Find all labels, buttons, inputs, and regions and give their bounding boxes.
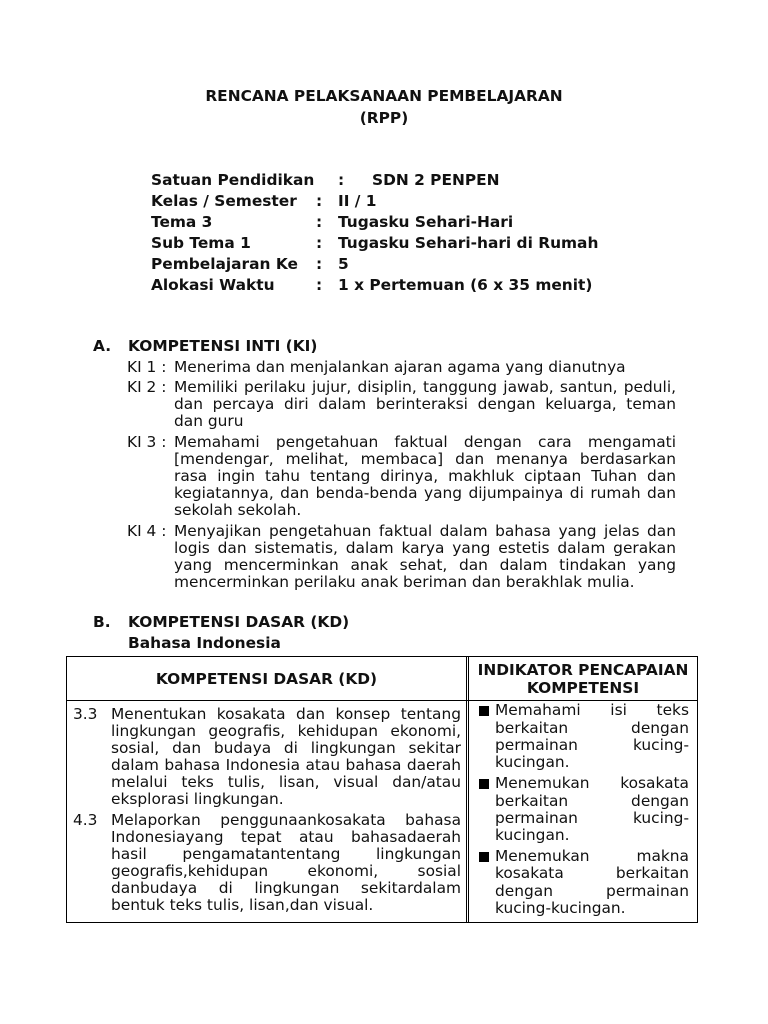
header-kompetensi-dasar [67, 657, 466, 700]
text-line: Memiliki perilaku jujur, disiplin, tanggung jawab, santun, peduli, [174, 378, 676, 397]
identity-separator: : [316, 254, 323, 273]
identity-row-sub-tema [151, 233, 671, 254]
identity-label: Tema 3 [151, 212, 213, 231]
indicator-item-2 [469, 775, 697, 844]
ki-item-4 [127, 523, 676, 591]
text-line: melalui teks tulis, lisan, visual dan/atau [111, 772, 461, 791]
kd-number: 3.3 [73, 704, 98, 723]
square-bullet-icon [479, 852, 489, 862]
identity-row-alokasi-waktu [151, 275, 671, 296]
text-line: Menerima dan menjalankan ajaran agama yang dianutnya [174, 357, 626, 376]
kd-text [111, 812, 461, 914]
section-title: KOMPETENSI DASAR (KD) [128, 612, 350, 631]
identity-value: II / 1 [338, 191, 377, 210]
identity-value: Tugasku Sehari-hari di Rumah [338, 233, 599, 252]
document-title [0, 85, 768, 129]
kd-table [66, 656, 698, 923]
ki-list [127, 359, 676, 595]
ki-text [174, 523, 676, 591]
header-indikator [469, 657, 697, 700]
identity-label: Sub Tema 1 [151, 233, 251, 252]
section-marker: A. [93, 336, 112, 355]
text-line: kucingan. [495, 753, 570, 772]
identity-block [151, 170, 671, 296]
identity-label: Satuan Pendidikan [151, 170, 315, 189]
square-bullet-icon [479, 706, 489, 716]
text-line: danbudaya di lingkungan sekitardalam [111, 878, 461, 897]
text-line: rasa ingin tahu tentang dirinya, makhluk ciptaan Tuhan dan [174, 466, 676, 485]
text-line: bentuk teks tulis, lisan,dan visual. [111, 895, 374, 914]
text-line: dan percaya diri dalam berinteraksi dengan keluarga, teman [174, 395, 676, 414]
identity-label: Alokasi Waktu [151, 275, 275, 294]
text-line: Menentukan kosakata dan konsep tentang [111, 704, 461, 723]
text-line: dan guru [174, 412, 244, 431]
text-line: Indonesiayang tepat atau bahasadaerah [111, 827, 461, 846]
section-marker: B. [93, 612, 111, 631]
indicator-text [495, 848, 689, 917]
subject-name: Bahasa Indonesia [128, 633, 281, 652]
text-line: yang mencerminkan anak sehat, dan dalam tindakan yang [174, 555, 676, 574]
identity-value: SDN 2 PENPEN [372, 170, 500, 189]
square-bullet-icon [479, 779, 489, 789]
title-line-1: RENCANA PELAKSANAAN PEMBELAJARAN [205, 87, 563, 105]
identity-label: Kelas / Semester [151, 191, 297, 210]
identity-label: Pembelajaran Ke [151, 254, 298, 273]
text-line: Melaporkan penggunaankosakata bahasa [111, 810, 461, 829]
identity-row-tema [151, 212, 671, 233]
text-line: kucingan. [495, 826, 570, 845]
text-line: kegiatannya, dan benda-benda yang dijumpainya di rumah dan [174, 483, 676, 502]
ki-text [174, 379, 676, 430]
identity-value: 1 x Pertemuan (6 x 35 menit) [338, 275, 593, 294]
text-line: dengan permainan [495, 881, 689, 900]
text-line: Menyajikan pengetahuan faktual dalam bahasa yang jelas dan [174, 521, 676, 540]
kd-item-3-3 [67, 706, 466, 808]
text-line: berkaitan dengan [495, 718, 689, 737]
text-line: kucing-kucingan. [495, 899, 626, 918]
text-line: Memahami pengetahuan faktual dengan cara mengamati [174, 432, 676, 451]
text-line: kosakata berkaitan [495, 864, 689, 883]
text-line: hasil pengamatantentang lingkungan [111, 844, 461, 863]
indicator-item-3 [469, 848, 697, 917]
identity-value: 5 [338, 254, 349, 273]
text-line: eksplorasi lingkungan. [111, 789, 284, 808]
text-line: sosial, dan budaya di lingkungan sekitar [111, 738, 461, 757]
identity-separator: : [316, 233, 323, 252]
text-line: permainan kucing- [495, 808, 689, 827]
section-a-heading [93, 338, 317, 355]
ki-text [174, 359, 676, 376]
text-line: [mendengar, melihat, membaca] dan menanya berdasarkan [174, 449, 676, 468]
text-line: dalam bahasa Indonesia atau bahasa daerah [111, 755, 461, 774]
section-b-title-row [93, 612, 349, 633]
text-line: logis dan sistematis, dalam karya yang estetis dalam gerakan [174, 538, 676, 557]
text-line: Memahami isi teks [495, 701, 689, 720]
ki-label: KI 3 : [127, 432, 167, 451]
text-line: berkaitan dengan [495, 791, 689, 810]
kd-cell [67, 701, 466, 918]
header-text-line-1: INDIKATOR PENCAPAIAN [477, 660, 689, 679]
ki-text [174, 434, 676, 519]
text-line: geografis,kehidupan ekonomi, sosial [111, 861, 461, 880]
identity-row-satuan-pendidikan [151, 170, 671, 191]
text-line: mencerminkan perilaku anak beriman dan berakhlak mulia. [174, 572, 635, 591]
text-line: sekolah sekolah. [174, 500, 302, 519]
identity-row-pembelajaran-ke [151, 254, 671, 275]
indicator-cell [469, 701, 697, 921]
kd-text [111, 706, 461, 808]
indicator-text [495, 775, 689, 844]
identity-separator: : [316, 191, 323, 210]
ki-label: KI 4 : [127, 521, 167, 540]
indicator-item-1 [469, 702, 697, 771]
text-line: Menemukan kosakata [495, 774, 689, 793]
ki-item-3 [127, 434, 676, 519]
kd-number: 4.3 [73, 810, 98, 829]
text-line: lingkungan geografis, kehidupan ekonomi, [111, 721, 461, 740]
section-title: KOMPETENSI INTI (KI) [128, 336, 318, 355]
identity-separator: : [338, 170, 345, 189]
text-line: permainan kucing- [495, 735, 689, 754]
ki-label: KI 2 : [127, 378, 167, 397]
section-b-heading [93, 612, 349, 654]
identity-row-kelas-semester [151, 191, 671, 212]
ki-item-2 [127, 379, 676, 430]
ki-label: KI 1 : [127, 357, 167, 376]
header-text: KOMPETENSI DASAR (KD) [155, 669, 378, 688]
ki-item-1 [127, 359, 676, 376]
identity-value: Tugasku Sehari-Hari [338, 212, 514, 231]
identity-separator: : [316, 212, 323, 231]
title-line-2: (RPP) [359, 109, 409, 127]
header-text-line-2: KOMPETENSI [526, 678, 640, 697]
kd-item-4-3 [67, 812, 466, 914]
identity-separator: : [316, 275, 323, 294]
text-line: Menemukan makna [495, 847, 689, 866]
indicator-text [495, 702, 689, 771]
